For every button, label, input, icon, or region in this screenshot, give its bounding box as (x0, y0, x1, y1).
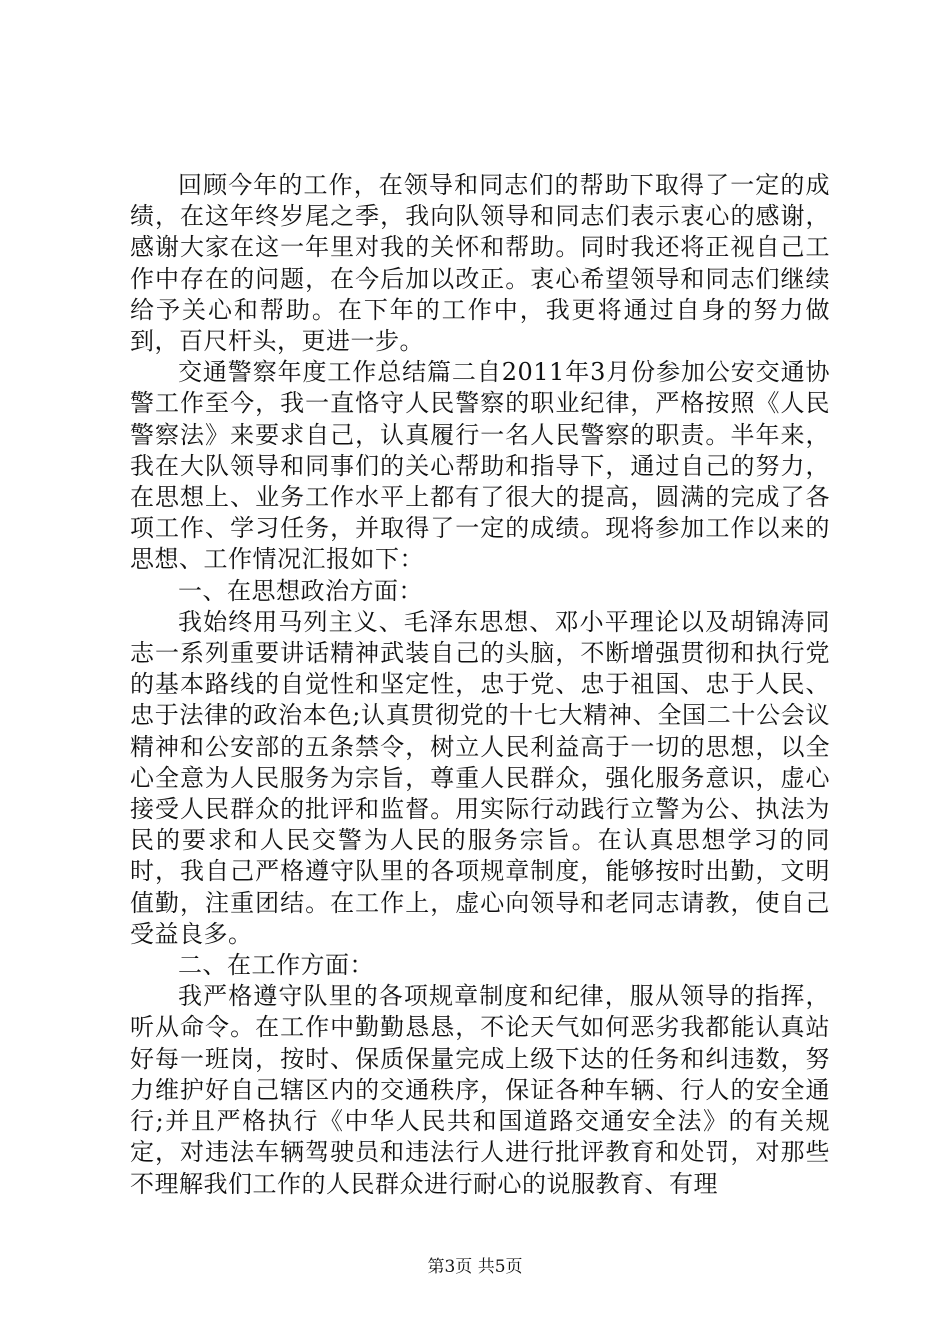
section-heading-work: 二、在工作方面： (178, 951, 374, 980)
section-heading-political: 一、在思想政治方面： (178, 576, 423, 605)
document-body (130, 170, 830, 1200)
paragraph-summary-intro: 交通警察年度工作总结篇二自2011年3月份参加公安交通协警工作至今，我一直恪守人民警察的职业纪律，严格按照《人民警察法》来要求自己，认真履行一名人民警察的职责。半年来，我在大队领导和同事们的关心帮助和指导下，通过自己的努力，在思想上、业务工作水平上都有了很大的提高，圆满的完成了各项工作、学习任务，并取得了一定的成绩。现将参加工作以来的思想、工作情况汇报如下： (130, 358, 830, 574)
paragraph-work: 我严格遵守队里的各项规章制度和纪律，服从领导的指挥，听从命令。在工作中勤勤恳恳，不论天气如何恶劣我都能认真站好每一班岗，按时、保质保量完成上级下达的任务和纠违数，努力维护好自己辖区内的交通秩序，保证各种车辆、行人的安全通行;并且严格执行《中华人民共和国道路交通安全法》的有关规定，对违法车辆驾驶员和违法行人进行批评教育和处罚，对那些不理解我们工作的人民群众进行耐心的说服教育、有理 (130, 982, 830, 1198)
paragraph-closing-remarks: 回顾今年的工作，在领导和同志们的帮助下取得了一定的成绩，在这年终岁尾之季，我向队领导和同志们表示衷心的感谢，感谢大家在这一年里对我的关怀和帮助。同时我还将正视自己工作中存在的问题，在今后加以改正。衷心希望领导和同志们继续给予关心和帮助。在下年的工作中，我更将通过自身的努力做到，百尺杆头，更进一步。 (130, 171, 830, 356)
page-number-footer: 第3页 共5页 (427, 1257, 523, 1277)
paragraph-political-thought: 我始终用马列主义、毛泽东思想、邓小平理论以及胡锦涛同志一系列重要讲话精神武装自己的头脑，不断增强贯彻和执行党的基本路线的自觉性和坚定性，忠于党、忠于祖国、忠于人民、忠于法律的政治本色;认真贯彻党的十七大精神、全国二十公会议精神和公安部的五条禁令，树立人民利益高于一切的思想，以全心全意为人民服务为宗旨，尊重人民群众，强化服务意识，虚心接受人民群众的批评和监督。用实际行动践行立警为公、执法为民的要求和人民交警为人民的服务宗旨。在认真思想学习的同时，我自己严格遵守队里的各项规章制度，能够按时出勤，文明值勤，注重团结。在工作上，虚心向领导和老同志请教，使自己受益良多。 (130, 607, 830, 948)
